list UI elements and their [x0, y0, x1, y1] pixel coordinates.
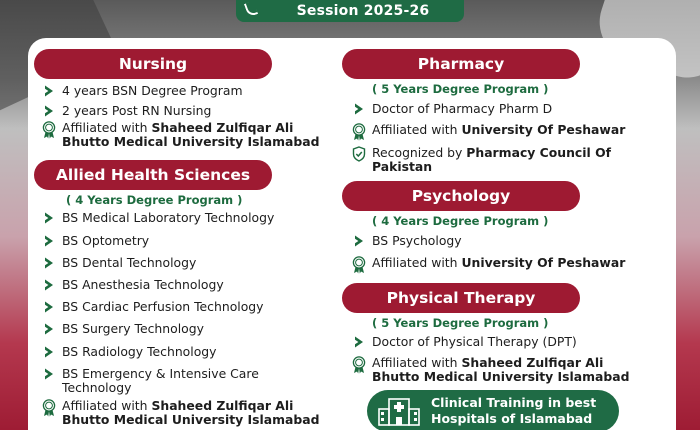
physical-therapy-subtitle: ( 5 Years Degree Program ) [372, 316, 549, 330]
affiliation-university-line2: Bhutto Medical University Islamabad [62, 134, 320, 149]
affiliation-prefix: Affiliated with [62, 398, 152, 413]
arrow-icon [42, 84, 56, 98]
list-item-label: BS Anesthesia Technology [62, 277, 224, 292]
list-item-label: 4 years BSN Degree Program [62, 83, 243, 98]
recognition-body: Pharmacy Council Of [466, 145, 612, 160]
arrow-icon [42, 104, 56, 118]
psychology-subtitle: ( 4 Years Degree Program ) [372, 214, 549, 228]
list-item-label: Doctor of Physical Therapy (DPT) [372, 334, 577, 349]
list-item [352, 335, 577, 349]
list-item [42, 345, 216, 359]
arrow-icon [42, 300, 56, 314]
physical-therapy-heading: Physical Therapy [342, 283, 580, 313]
psychology-heading: Psychology [342, 181, 580, 211]
arrow-icon [352, 234, 366, 248]
arrow-icon [42, 278, 56, 292]
list-item [42, 300, 264, 314]
affiliation-university: Shaheed Zulfiqar Ali [151, 398, 294, 413]
affiliation-university-line2: Bhutto Medical University Islamabad [372, 369, 630, 384]
clinical-line-1: Clinical Training in best [431, 395, 597, 410]
arrow-icon [42, 322, 56, 336]
list-item-label: BS Medical Laboratory Technology [62, 210, 275, 225]
allied-subtitle: ( 4 Years Degree Program ) [66, 193, 243, 207]
pharmacy-subtitle: ( 5 Years Degree Program ) [372, 82, 549, 96]
affiliation-item [351, 123, 625, 141]
list-item-label-line2: Technology [62, 380, 132, 395]
list-item [42, 84, 243, 98]
list-item [352, 102, 552, 116]
list-item-label: Doctor of Pharmacy Pharm D [372, 101, 553, 116]
pen-stroke-icon [244, 1, 258, 18]
affiliation-prefix: Affiliated with [372, 355, 462, 370]
list-item [352, 234, 462, 248]
arrow-icon [352, 102, 366, 116]
list-item [42, 211, 274, 225]
list-item-label: BS Psychology [372, 233, 462, 248]
list-item-label: BS Radiology Technology [62, 344, 217, 359]
arrow-icon [42, 367, 56, 381]
list-item-label: BS Optometry [62, 233, 150, 248]
list-item-label: BS Cardiac Perfusion Technology [62, 299, 264, 314]
affiliation-university: Shaheed Zulfiqar Ali [151, 120, 294, 135]
affiliation-prefix: Affiliated with [372, 122, 462, 137]
hospital-icon [377, 395, 421, 427]
list-item [42, 367, 259, 395]
affiliation-university-line2: Bhutto Medical University Islamabad [62, 412, 320, 427]
seal-icon [41, 121, 57, 139]
seal-icon [351, 256, 367, 274]
affiliation-item [41, 121, 320, 149]
nursing-heading: Nursing [34, 49, 272, 79]
seal-icon [351, 123, 367, 141]
arrow-icon [42, 345, 56, 359]
affiliation-prefix: Affiliated with [62, 120, 152, 135]
list-item-label: BS Dental Technology [62, 255, 197, 270]
clinical-training-badge [367, 390, 619, 430]
recognition-prefix: Recognized by [372, 145, 467, 160]
seal-icon [351, 356, 367, 374]
affiliation-item [41, 399, 320, 427]
recognition-body-line2: Pakistan [372, 159, 433, 174]
list-item [42, 322, 204, 336]
list-item-label: 2 years Post RN Nursing [62, 103, 212, 118]
list-item [42, 234, 149, 248]
affiliation-university: University Of Peshawar [461, 122, 626, 137]
arrow-icon [42, 234, 56, 248]
clinical-line-2: Hospitals of Islamabad [431, 411, 593, 426]
list-item-label: BS Surgery Technology [62, 321, 204, 336]
affiliation-university: University Of Peshawar [461, 255, 626, 270]
affiliation-university: Shaheed Zulfiqar Ali [461, 355, 604, 370]
pharmacy-heading: Pharmacy [342, 49, 580, 79]
arrow-icon [42, 256, 56, 270]
recognition-item [352, 146, 611, 174]
allied-heading: Allied Health Sciences [34, 160, 272, 190]
shield-check-icon [352, 146, 366, 162]
list-item-label: BS Emergency & Intensive Care [62, 366, 259, 381]
list-item [42, 104, 211, 118]
affiliation-item [351, 356, 630, 384]
session-title: Session 2025-26 [296, 3, 430, 19]
session-banner [236, 0, 464, 22]
arrow-icon [352, 335, 366, 349]
affiliation-prefix: Affiliated with [372, 255, 462, 270]
arrow-icon [42, 211, 56, 225]
seal-icon [41, 399, 57, 417]
affiliation-item [351, 256, 625, 274]
list-item [42, 256, 196, 270]
list-item [42, 278, 224, 292]
